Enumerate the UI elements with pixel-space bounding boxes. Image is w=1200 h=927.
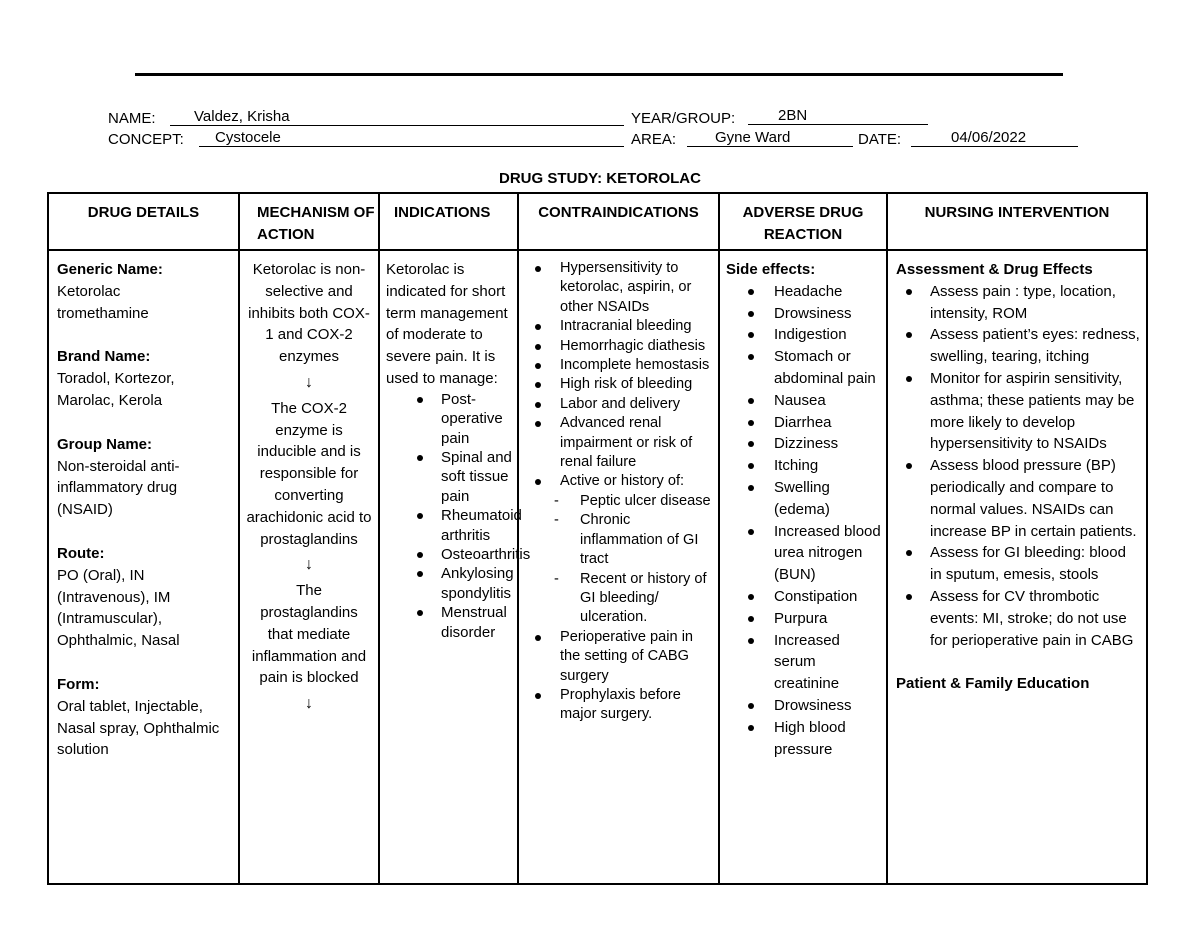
document-title: DRUG STUDY: KETOROLAC	[499, 170, 701, 187]
date-label: DATE:	[858, 131, 902, 148]
indications-cell	[379, 250, 531, 884]
list-item: Perioperative pain in the setting of CABG surgery	[519, 628, 712, 686]
list-item: Drowsiness	[726, 303, 882, 325]
concept-value: Cystocele	[199, 129, 624, 147]
mechanism-cell	[239, 250, 379, 884]
education-label: Patient & Family Education	[896, 675, 1090, 693]
name-label: NAME:	[108, 110, 156, 127]
list-item: High blood pressure	[726, 717, 882, 761]
list-item: Dizziness	[726, 433, 882, 455]
down-arrow-icon: ↓	[305, 556, 313, 574]
list-item: Assess for GI bleeding: blood in sputum, emesis, stools	[896, 542, 1140, 586]
list-item: Increased serum creatinine	[726, 630, 882, 695]
list-item: Assess for CV thrombotic events: MI, stroke; do not use for perioperative pain in CABG	[896, 586, 1140, 651]
brand-name-label: Brand Name:	[57, 348, 151, 366]
year-label: YEAR/GROUP:	[631, 110, 736, 127]
list-item: Rheumatoid arthritis	[386, 506, 517, 545]
list-item: Indigestion	[726, 324, 882, 346]
list-item: Advanced renal impairment or risk of renal failure	[519, 414, 712, 472]
list-item: Headache	[726, 281, 882, 303]
area-label: AREA:	[631, 131, 677, 148]
route-label: Route:	[57, 544, 105, 562]
list-item: Stomach or abdominal pain	[726, 346, 882, 390]
indications-list	[386, 390, 531, 642]
list-item: Increased blood urea nitrogen (BUN)	[726, 521, 882, 586]
generic-name-value: Ketorolac tromethamine	[57, 282, 149, 322]
list-item: Nausea	[726, 390, 882, 412]
list-item: Purpura	[726, 608, 882, 630]
top-rule	[135, 73, 1063, 76]
form-label: Form:	[57, 675, 100, 693]
list-item: Assess pain : type, location, intensity, ROM	[896, 281, 1140, 325]
list-item: Hypersensitivity to ketorolac, aspirin, or other NSAIDs	[519, 259, 712, 317]
list-item: Hemorrhagic diathesis	[519, 337, 712, 356]
area-value: Gyne Ward	[687, 129, 853, 147]
col-header-adverse: ADVERSE DRUG REACTION	[719, 193, 887, 250]
side-effects-label: Side effects:	[726, 261, 816, 278]
concept-label: CONCEPT:	[108, 131, 184, 148]
list-item: Prophylaxis before major surgery.	[519, 686, 712, 725]
contraindications-list	[519, 259, 718, 725]
col-header-indications: INDICATIONS	[379, 193, 518, 250]
brand-name-value: Toradol, Kortezor, Marolac, Kerola	[57, 370, 175, 409]
down-arrow-icon: ↓	[305, 695, 313, 713]
route-value: PO (Oral), IN (Intravenous), IM (Intramuscular), Ophthalmic, Nasal	[57, 566, 180, 650]
list-item: Intracranial bleeding	[519, 317, 712, 336]
sub-list-item: - Peptic ulcer disease	[519, 492, 712, 511]
list-item: Ankylosing spondylitis	[386, 564, 517, 603]
date-value: 04/06/2022	[911, 129, 1078, 147]
adverse-list	[726, 281, 886, 761]
list-item: Menstrual disorder	[386, 603, 517, 642]
list-item: Post-operative pain	[386, 390, 517, 448]
year-value: 2BN	[748, 107, 928, 125]
list-item: Itching	[726, 455, 882, 477]
group-name-label: Group Name:	[57, 435, 153, 453]
col-header-drug-details: DRUG DETAILS	[48, 193, 239, 250]
list-item: Osteoarthritis	[386, 545, 517, 564]
sub-list-item: - Chronic inflammation of GI tract	[519, 511, 712, 569]
list-item: Constipation	[726, 586, 882, 608]
down-arrow-icon: ↓	[305, 373, 313, 391]
name-value: Valdez, Krisha	[170, 108, 624, 126]
nursing-cell	[887, 250, 1147, 884]
list-item: Incomplete hemostasis	[519, 356, 712, 375]
drug-details-cell	[48, 250, 239, 884]
contraindications-cell	[518, 250, 719, 884]
list-item: Assess blood pressure (BP) periodically and compare to normal values. NSAIDs can increase BP in certain patients.	[896, 455, 1140, 542]
header-row	[48, 193, 1147, 250]
list-item: Monitor for aspirin sensitivity, asthma; these patients may be more likely to develop hypersensitivity to NSAIDs	[896, 368, 1140, 455]
list-item: Active or history of:	[519, 472, 712, 491]
col-header-mechanism: MECHANISM OF ACTION	[239, 193, 379, 250]
list-item: Assess patient’s eyes: redness, swelling, tearing, itching	[896, 324, 1140, 368]
drug-study-table	[47, 192, 1148, 885]
list-item: Spinal and soft tissue pain	[386, 448, 517, 506]
form-value: Oral tablet, Injectable, Nasal spray, Ophthalmic solution	[57, 697, 220, 759]
assessment-label: Assessment & Drug Effects	[896, 261, 1093, 278]
list-item: Diarrhea	[726, 412, 882, 434]
list-item: Labor and delivery	[519, 395, 712, 414]
list-item: Swelling (edema)	[726, 477, 882, 521]
col-header-contraindications: CONTRAINDICATIONS	[518, 193, 719, 250]
indications-intro: Ketorolac is indicated for short term management of moderate to severe pain. It is used to manage:	[386, 261, 508, 387]
nursing-list	[896, 281, 1140, 652]
mechanism-step-2: The COX-2 enzyme is inducible and is responsible for converting arachidonic acid to prostaglandins	[246, 399, 372, 548]
col-header-nursing: NURSING INTERVENTION	[887, 193, 1147, 250]
mechanism-step-1: Ketorolac is non-selective and inhibits both COX-1 and COX-2 enzymes	[248, 261, 370, 366]
mechanism-step-3: The prostaglandins that mediate inflammation and pain is blocked	[251, 582, 367, 687]
list-item: High risk of bleeding	[519, 375, 712, 394]
generic-name-label: Generic Name:	[57, 261, 163, 278]
group-name-value: Non-steroidal anti-inflammatory drug (NSAID)	[57, 457, 180, 519]
adverse-cell	[719, 250, 887, 884]
list-item: Drowsiness	[726, 695, 882, 717]
sub-list-item: - Recent or history of GI bleeding/ ulceration.	[519, 570, 712, 628]
content-row	[48, 250, 1147, 884]
